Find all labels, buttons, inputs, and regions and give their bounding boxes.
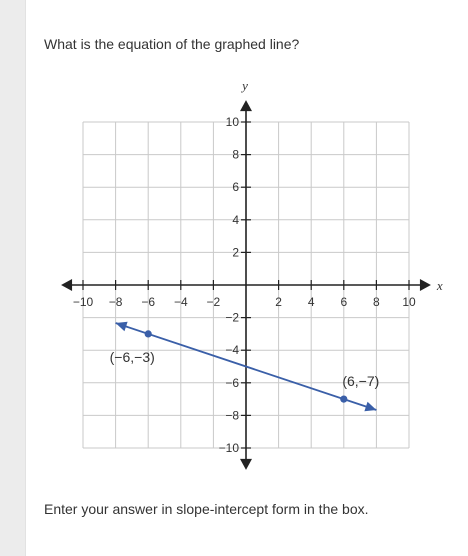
x-tick-label: −10	[72, 295, 94, 309]
data-point	[340, 396, 347, 403]
x-tick-label: −2	[206, 295, 221, 309]
y-tick-label: −10	[218, 441, 239, 455]
data-point	[145, 330, 152, 337]
question-card	[25, 0, 468, 556]
y-tick-label: 10	[225, 115, 239, 129]
y-tick-label: −8	[225, 408, 239, 423]
line-arrow-left	[116, 322, 128, 331]
x-axis-arrow-left	[61, 279, 72, 291]
y-tick-label: −2	[225, 310, 239, 325]
tick-labels	[73, 78, 443, 455]
y-axis-arrow-up	[240, 100, 252, 111]
y-tick-label: 8	[232, 147, 239, 162]
x-tick-label: −8	[108, 295, 123, 309]
point-label: (6,−7)	[342, 373, 380, 390]
y-tick-label: 4	[232, 212, 239, 227]
y-axis-label: y	[242, 78, 248, 94]
x-tick-label: 10	[402, 295, 416, 309]
axes	[61, 100, 431, 470]
x-tick-label: 8	[373, 295, 380, 309]
y-tick-label: 6	[232, 180, 239, 195]
y-tick-label: −6	[225, 375, 239, 390]
y-axis-arrow-down	[240, 459, 252, 470]
x-tick-label: 4	[307, 295, 315, 309]
x-axis-arrow-right	[420, 279, 431, 291]
x-tick-label: 2	[275, 295, 282, 309]
line-arrow-right	[364, 402, 376, 411]
coordinate-graph	[26, 0, 468, 490]
point-label: (−6,−3)	[109, 348, 155, 365]
answer-instruction: Enter your answer in slope-intercept form in the box.	[44, 501, 369, 517]
y-tick-label: 2	[232, 245, 239, 260]
x-tick-label: 6	[340, 295, 348, 309]
question-prompt: What is the equation of the graphed line?	[44, 36, 300, 52]
x-axis-label: x	[436, 278, 443, 293]
x-tick-label: −4	[173, 295, 188, 309]
y-tick-label: −4	[225, 343, 239, 358]
x-tick-label: −6	[141, 295, 156, 309]
